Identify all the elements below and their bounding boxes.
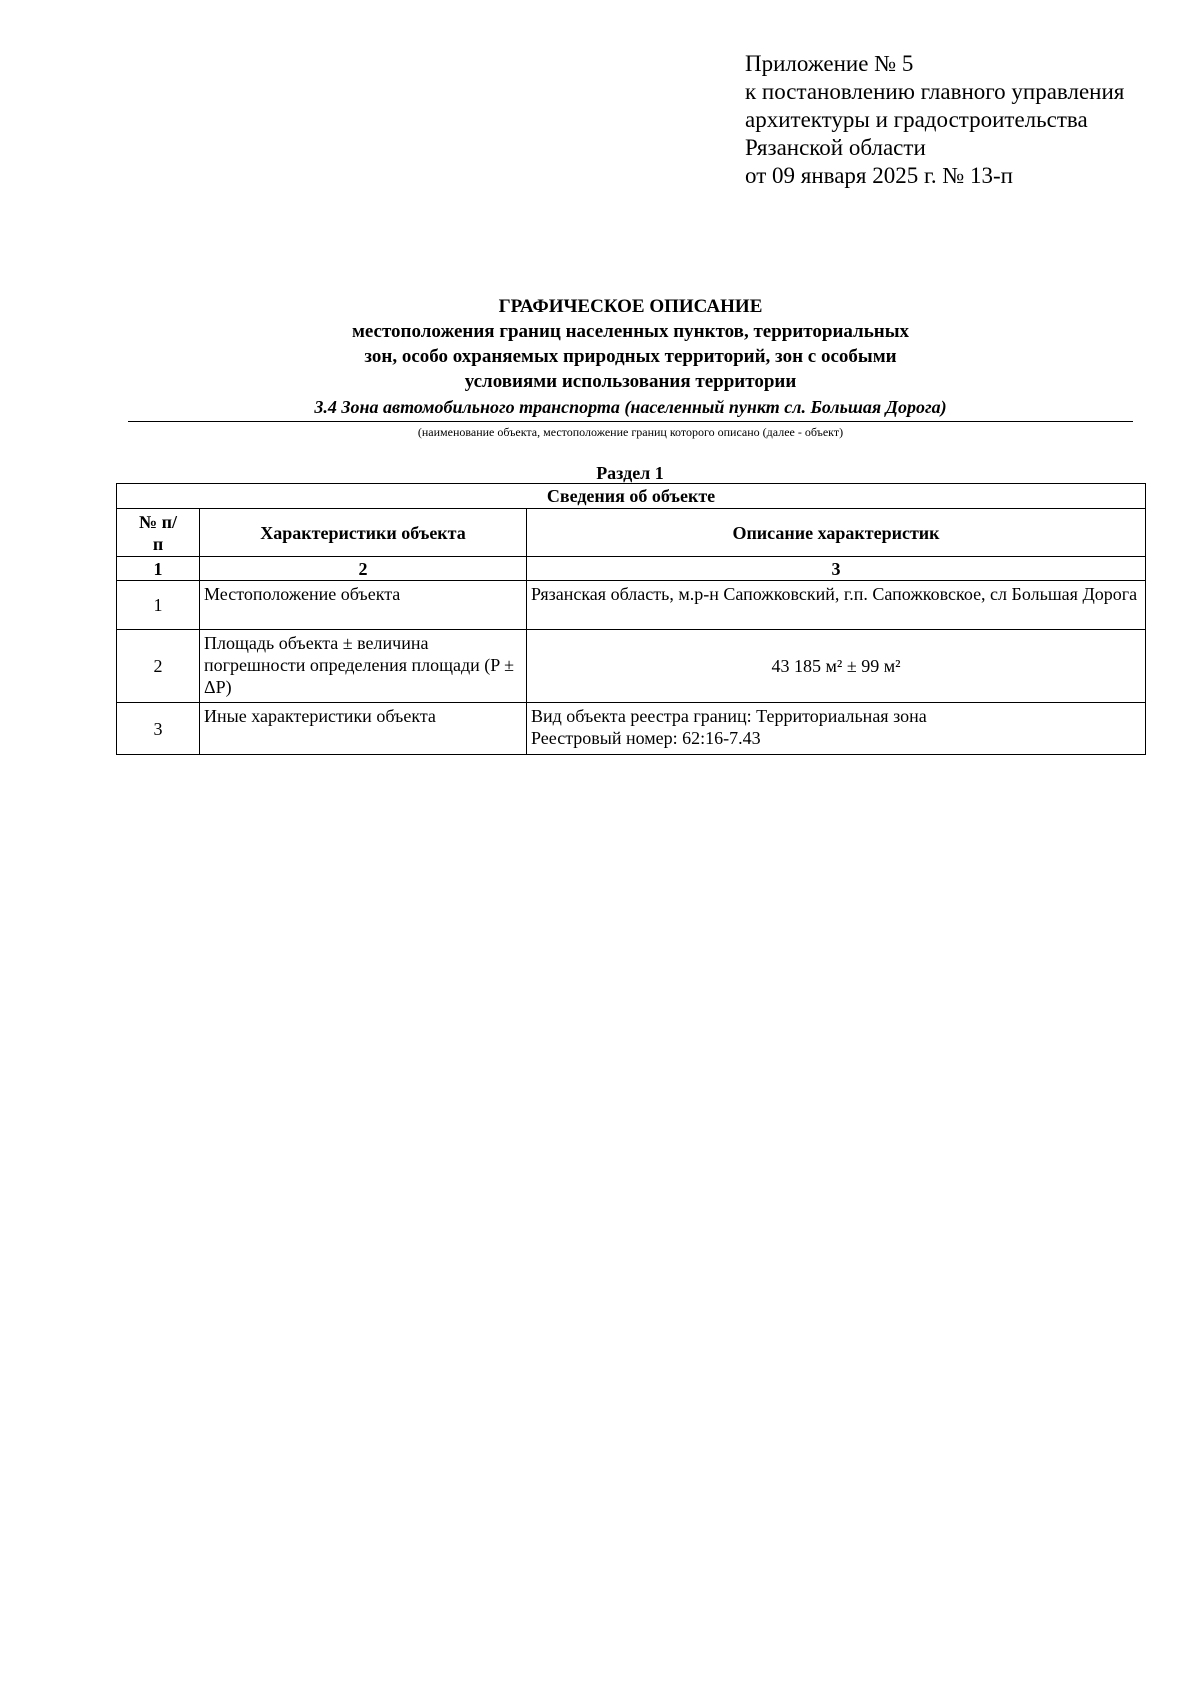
object-name: 3.4 Зона автомобильного транспорта (населенный пункт сл. Большая Дорога) (128, 396, 1133, 422)
table-row (117, 581, 1146, 630)
row-number: 3 (117, 703, 200, 755)
subtitle-line: зон, особо охраняемых природных территорий, зон с особыми (364, 346, 897, 367)
row-characteristic: Иные характеристики объекта (200, 703, 527, 755)
object-caption: (наименование объекта, местоположение границ которого описано (далее - объект) (417, 425, 844, 439)
appendix-line: Приложение № 5 (745, 51, 914, 76)
appendix-line: к постановлению главного управления (745, 79, 1125, 104)
table-header-row (117, 509, 1146, 557)
appendix-block (745, 50, 1124, 190)
column-number: 3 (527, 557, 1146, 581)
column-number: 2 (200, 557, 527, 581)
row-number: 1 (117, 581, 200, 630)
description-line: Реестровый номер: 62:16-7.43 (531, 728, 761, 748)
document-title: ГРАФИЧЕСКОЕ ОПИСАНИЕ (498, 296, 763, 317)
row-characteristic: Местоположение объекта (200, 581, 527, 630)
column-header-label: № п/п (139, 511, 177, 554)
subtitle-line: условиями использования территории (464, 371, 797, 392)
object-info-table (116, 483, 1146, 755)
table-caption-row (117, 484, 1146, 509)
table-row (117, 630, 1146, 703)
row-number: 2 (117, 630, 200, 703)
column-header-number (117, 509, 200, 557)
description-line: Вид объекта реестра границ: Территориальная зона (531, 706, 927, 726)
column-number-row (117, 557, 1146, 581)
appendix-line: от 09 января 2025 г. № 13-п (745, 163, 1013, 188)
appendix-line: Рязанской области (745, 135, 926, 160)
table-caption: Сведения об объекте (117, 484, 1146, 509)
row-description: 43 185 м² ± 99 м² (527, 630, 1146, 703)
section-title: Раздел 1 (596, 463, 664, 483)
column-header-characteristic: Характеристики объекта (200, 509, 527, 557)
row-description (527, 703, 1146, 755)
title-block (128, 294, 1133, 440)
appendix-line: архитектуры и градостроительства (745, 107, 1088, 132)
document-subtitle (128, 319, 1133, 394)
column-number: 1 (117, 557, 200, 581)
subtitle-line: местоположения границ населенных пунктов, территориальных (351, 321, 910, 342)
row-characteristic: Площадь объекта ± величина погрешности определения площади (P ± ΔP) (200, 630, 527, 703)
row-description: Рязанская область, м.р-н Сапожковский, г.п. Сапожковское, сл Большая Дорога (527, 581, 1146, 630)
column-header-description: Описание характеристик (527, 509, 1146, 557)
table-row (117, 703, 1146, 755)
